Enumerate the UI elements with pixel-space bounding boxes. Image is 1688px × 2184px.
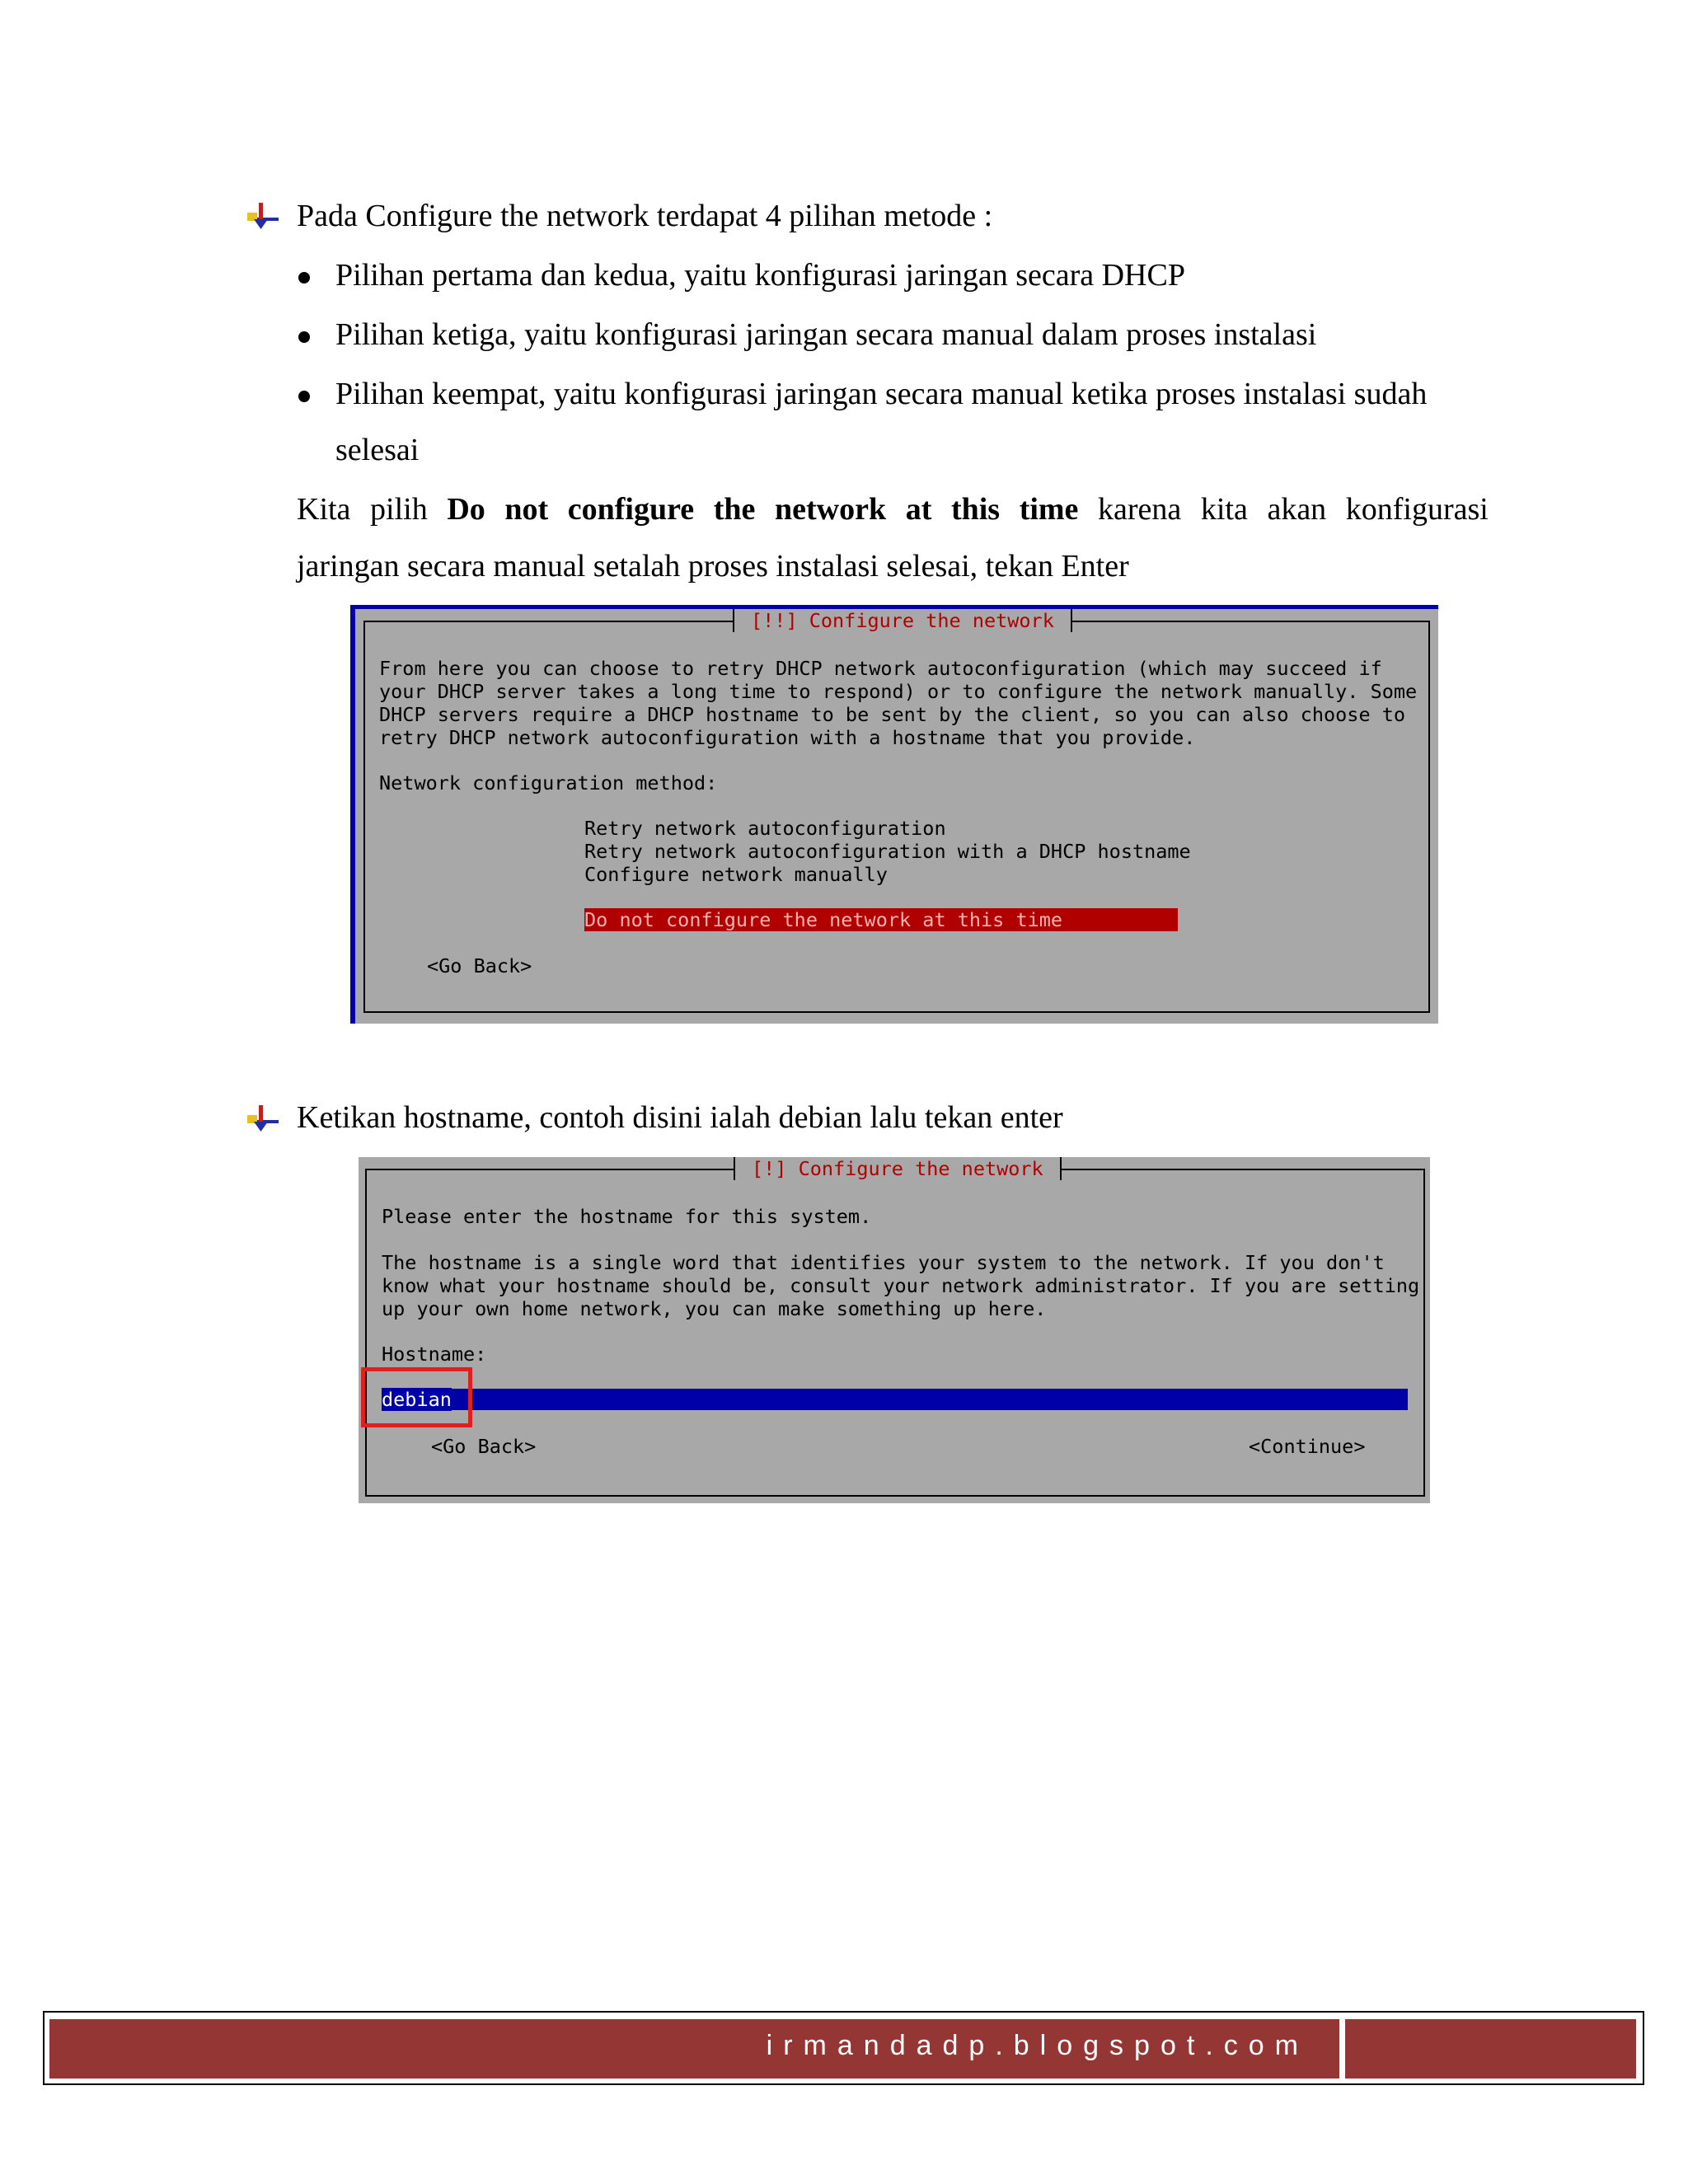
bullet-dot [298,272,310,284]
bold-word: not [504,492,549,527]
hostname-input[interactable] [382,1389,1408,1410]
dialog-description: DHCP servers require a DHCP hostname to be sent by the client, so you can also choose to [379,703,1406,726]
bullet-item: Pilihan ketiga, yaitu konfigurasi jaringan secara manual dalam proses instalasi [335,317,1317,352]
dialog-description: From here you can choose to retry DHCP network autoconfiguration (which may succeed if [379,657,1382,680]
option-do-not-configure-selected[interactable]: Do not configure the network at this time [584,908,1178,931]
bullet-item: Pilihan keempat, yaitu konfigurasi jaringan secara manual ketika proses instalasi sudah [335,377,1428,411]
method-label: Network configuration method: [379,771,718,794]
option-configure-manually[interactable]: Configure network manually [584,863,888,886]
bold-word: this [950,492,1001,527]
word: kita [1200,492,1248,527]
dialog-title: [!!] Configure the network [733,609,1072,632]
word: karena [1098,492,1182,527]
hostname-prompt: Please enter the hostname for this system. [382,1205,872,1228]
bold-word: time [1019,492,1079,527]
section1-intro: Pada Configure the network terdapat 4 pilihan metode : [297,199,993,233]
word: pilih [370,492,428,527]
bold-word: at [905,492,932,527]
option-retry-autoconfig[interactable]: Retry network autoconfiguration [584,817,946,840]
go-back-button[interactable]: <Go Back> [431,1435,537,1458]
option-retry-with-hostname[interactable]: Retry network autoconfiguration with a DHCP hostname [584,840,1191,863]
bold-word: configure [567,492,695,527]
footer-bar-end [1345,2019,1636,2079]
arrow-bullet-icon [247,201,279,232]
word: konfigurasi [1345,492,1489,527]
arrow-bullet-icon [247,1104,279,1135]
bold-word: Do [447,492,485,527]
word: Kita [297,492,351,527]
hostname-input-value: debian [382,1388,452,1411]
dialog-description: The hostname is a single word that identifies your system to the network. If you don't [382,1251,1385,1274]
section2-intro: Ketikan hostname, contoh disini ialah debian lalu tekan enter [297,1100,1063,1135]
bold-word: the [713,492,756,527]
continue-button[interactable]: <Continue> [1249,1435,1366,1458]
go-back-button[interactable]: <Go Back> [427,954,532,977]
bullet-item-continuation: selesai [335,433,420,467]
dialog-title: [!] Configure the network [734,1157,1062,1180]
paragraph-line-2: jaringan secara manual setalah proses instalasi selesai, tekan Enter [297,549,1129,583]
bullet-dot [298,331,310,343]
highlight-box [361,1367,472,1427]
installer-screen-network-method [350,605,1438,1024]
word: akan [1267,492,1327,527]
bullet-item: Pilihan pertama dan kedua, yaitu konfigurasi jaringan secara DHCP [335,258,1185,293]
dialog-description: retry DHCP network autoconfiguration with a hostname that you provide. [379,726,1196,749]
bullet-dot [298,391,310,402]
installer-screen-hostname [359,1157,1430,1503]
dialog-description: up your own home network, you can make something up here. [382,1297,1047,1320]
hostname-label: Hostname: [382,1343,487,1366]
dialog-description: know what your hostname should be, consult your network administrator. If you are setting [382,1274,1420,1297]
paragraph-line-1 [297,491,1489,529]
bold-word: network [775,492,887,527]
footer-site-link[interactable]: irmandadp.blogspot.com [766,2030,1309,2061]
dialog-description: your DHCP server takes a long time to respond) or to configure the network manually. Some [379,680,1418,703]
